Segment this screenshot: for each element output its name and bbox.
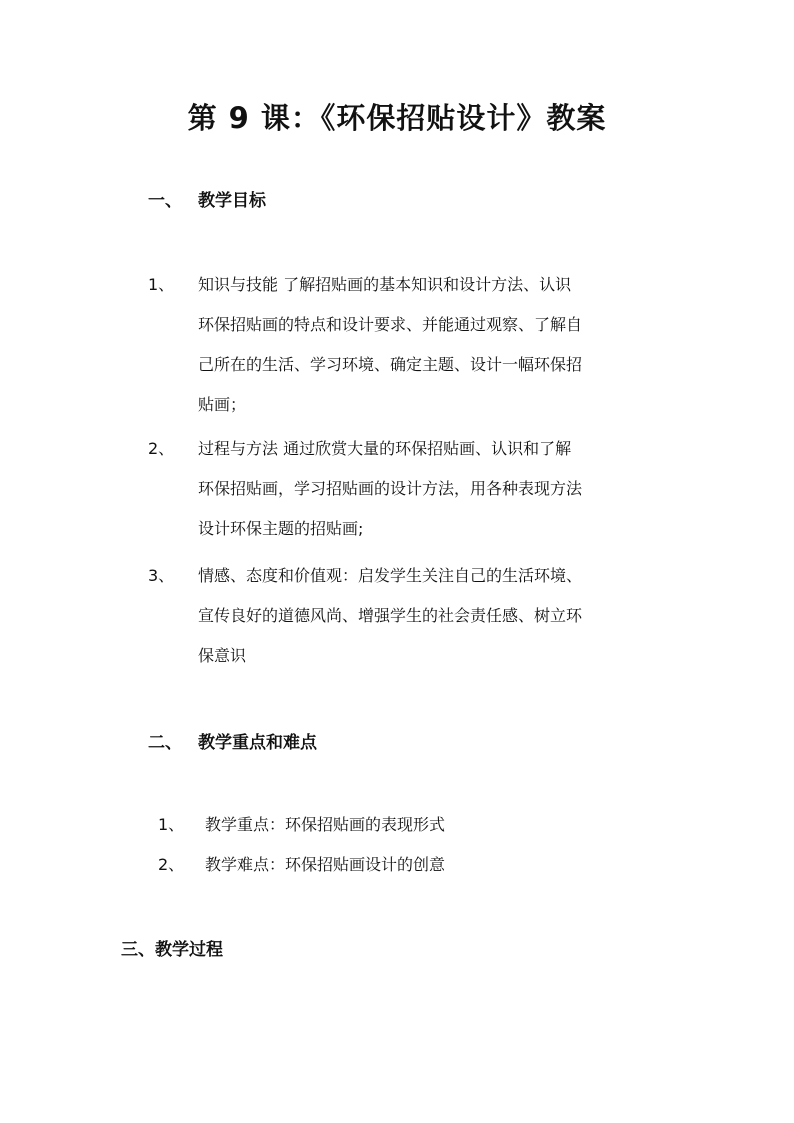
- section-heading-key-points: [148, 730, 398, 756]
- section-title: 三、教学过程: [121, 940, 223, 960]
- section-title: 教学重点和难点: [198, 733, 317, 753]
- section-number: 一、: [148, 191, 182, 211]
- section-number: 二、: [148, 733, 182, 753]
- page-title: 第 9 课：《环保招贴设计》教案: [187, 101, 607, 135]
- item-number: 3、: [148, 566, 175, 585]
- list-item-key-point: [158, 805, 608, 845]
- item-line: 教学重点：环保招贴画的表现形式: [205, 815, 446, 834]
- item-line: 保意识: [198, 646, 247, 665]
- item-line: 己所在的生活、学习环境、确定主题、设计一幅环保招: [198, 355, 583, 374]
- item-number: 2、: [148, 439, 175, 458]
- list-item-objective-3: [148, 556, 648, 676]
- item-line: 环保招贴画，学习招贴画的设计方法，用各种表现方法: [198, 479, 583, 498]
- section-heading-objectives: [148, 188, 348, 214]
- item-number: 1、: [158, 815, 185, 834]
- item-line: 环保招贴画的特点和设计要求、并能通过观察、了解自: [198, 315, 583, 334]
- item-line: 设计环保主题的招贴画;: [198, 519, 364, 538]
- item-line: 过程与方法 通过欣赏大量的环保招贴画、认识和了解: [198, 439, 572, 458]
- list-item-objective-2: [148, 429, 648, 549]
- section-heading-process: [121, 937, 321, 963]
- item-number: 1、: [148, 275, 175, 294]
- item-line: 情感、态度和价值观：启发学生关注自己的生活环境、: [198, 566, 583, 585]
- item-line: 宣传良好的道德风尚、增强学生的社会责任感、树立环: [198, 606, 583, 625]
- item-line: 知识与技能 了解招贴画的基本知识和设计方法、认识: [198, 275, 572, 294]
- item-line: 教学难点：环保招贴画设计的创意: [205, 855, 446, 874]
- item-number: 2、: [158, 855, 185, 874]
- section-title: 教学目标: [198, 191, 266, 211]
- list-item-difficulty: [158, 845, 608, 885]
- list-item-objective-1: [148, 265, 648, 425]
- item-line: 贴画；: [198, 395, 247, 414]
